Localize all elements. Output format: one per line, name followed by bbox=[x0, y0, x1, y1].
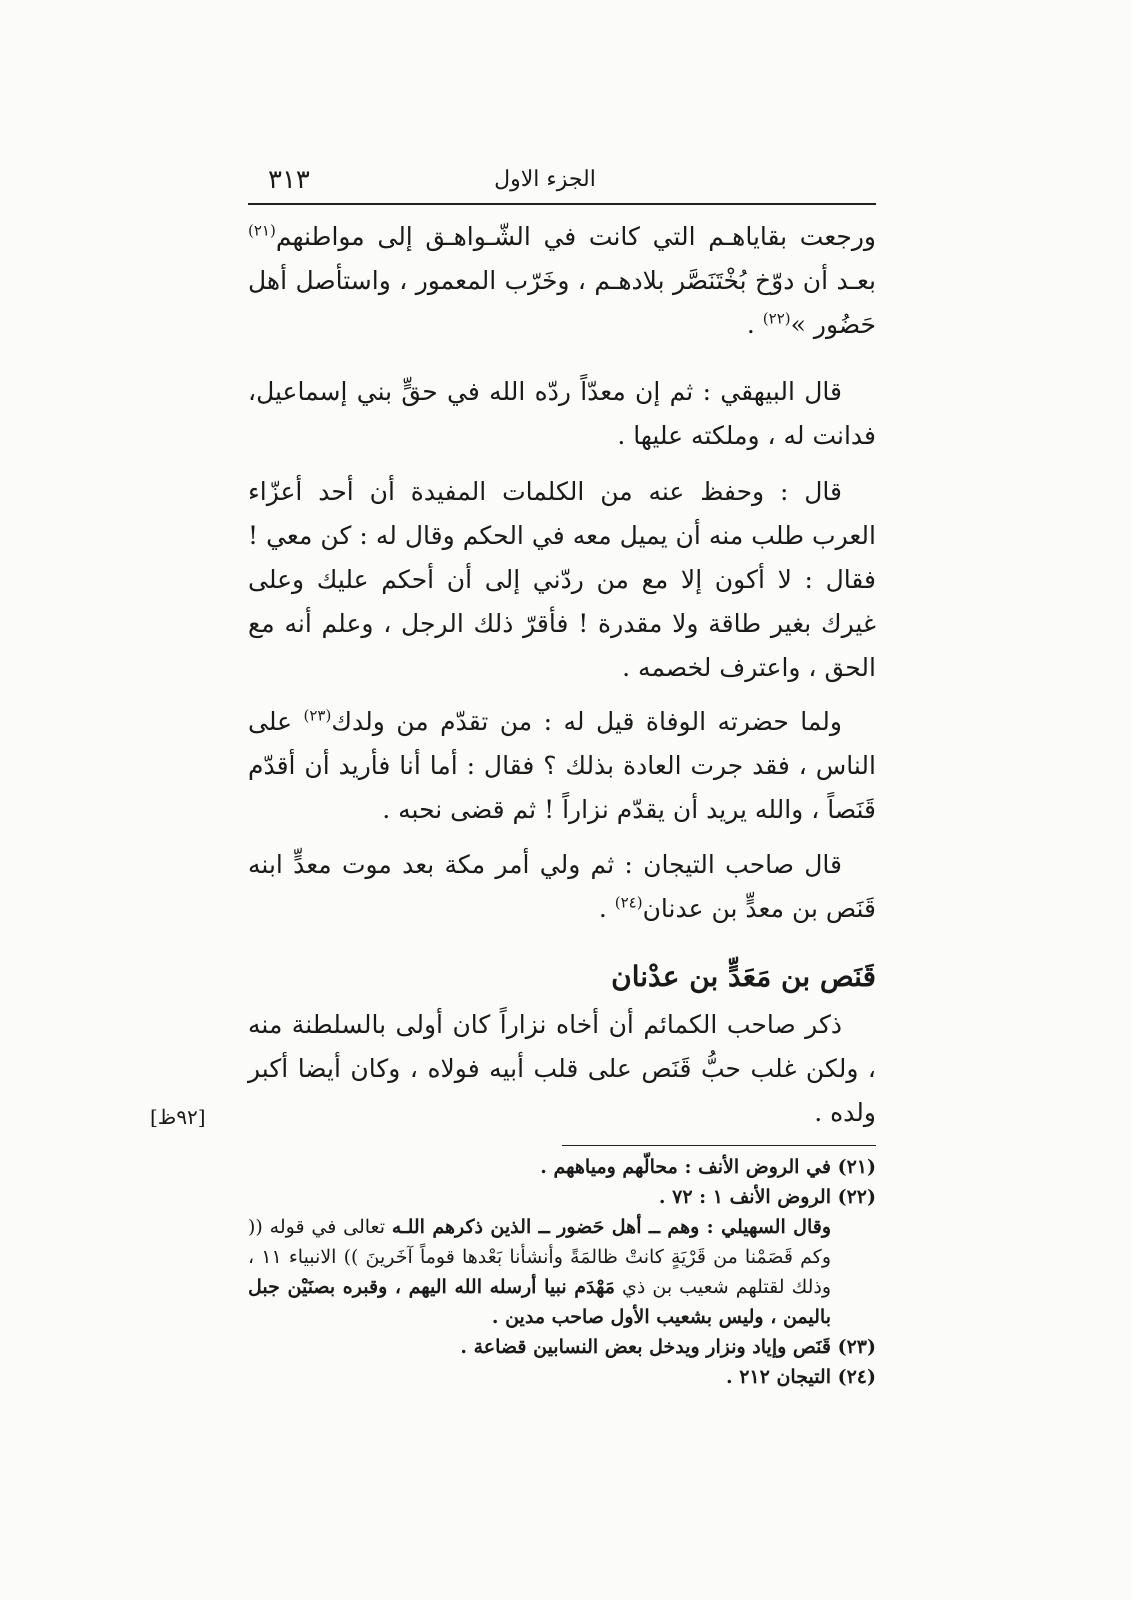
paragraph-5-text-a: قال صاحب التيجان : ثم ولي أمر مكة بعد موت معدٍّ ابنه قَنَص بن معدٍّ بن عدنان bbox=[248, 850, 876, 923]
footnote-23 bbox=[248, 1332, 876, 1362]
paragraph-2: قال البيهقي : ثم إن معدّاً ردّه الله في حقٍّ بني إسماعيل، فدانت له ، وملكته عليها . bbox=[248, 377, 876, 450]
paragraph-1-line-1: ورجعت بقاياهـم التي كانت في الشّـواهـق إلى مواطنهم bbox=[275, 222, 876, 251]
paragraph-4-text-a: ولما حضرته الوفاة قيل له : من تقدّم من ولدك bbox=[331, 707, 842, 736]
footnote-22-line-3: مَهْدَم نبيا أرسله الله اليهم ، وقبره بصنَيْن جبل باليمن ، وليس بشعيب الأول صاحب مدين . bbox=[248, 1276, 831, 1328]
footnote-ref-24: (٢٤) bbox=[614, 893, 643, 912]
footnote-number: (٢٤) bbox=[837, 1366, 876, 1388]
footnote-text: في الروض الأنف : محالّهم ومياههم . bbox=[540, 1156, 831, 1178]
footnote-number: (٢١) bbox=[837, 1156, 876, 1178]
footnote-22 bbox=[248, 1182, 876, 1212]
section-paragraph: ذكر صاحب الكمائم أن أخاه نزاراً كان أولى بالسلطنة منه ، ولكن غلب حبُّ قَنَص على قلب أبيه فولاه ، وكان أيضا أكبر ولده . bbox=[248, 1010, 876, 1127]
page-number: ٣١٣ bbox=[268, 165, 310, 195]
paragraph-1-line-2: بعـد أن دوّخ بُخْتَنَصَّر بلادهـم ، وخَرّب المعمور ، bbox=[399, 266, 876, 295]
header-rule bbox=[248, 203, 876, 205]
footnote-22-continuation bbox=[248, 1212, 876, 1332]
paragraph-4 bbox=[248, 700, 876, 832]
paragraph-4-text-b: على الناس ، فقد جرت العادة بذلك ؟ فقال : أما أنا فأريد أن أقدّم قَنَصاً ، والله يريد أن يقدّم نزاراً ! ثم قضى نحبه . bbox=[248, 707, 876, 824]
paragraph-1-line-3: واستأصل أهل حَضُور » bbox=[248, 266, 876, 339]
margin-folio-note: [٩٢ظ] bbox=[150, 1105, 206, 1129]
footnote-text: التيجان ٢١٢ . bbox=[725, 1366, 831, 1388]
footnote-ref-22: (٢٢) bbox=[762, 309, 791, 328]
paragraph-3: قال : وحفظ عنه من الكلمات المفيدة أن أحد أعزّاء العرب طلب منه أن يميل معه في الحكم وقال له : كن معي ! فقال : لا أكون إلا مع من ردّني إلى أن أحكم عليك وعلى غيرك بغير طاقة ولا مقدرة ! فأقرّ ذلك الرجل ، وعلم أنه مع الحق ، واعترف لخصمه . bbox=[248, 477, 876, 682]
footnote-rule bbox=[562, 1145, 876, 1146]
footnote-ref-23: (٢٣) bbox=[303, 706, 332, 725]
paragraph-1: ورجعت بقاياهـم التي كانت في الشّـواهـق إلى مواطنهم$^{(٢١)}$ بعـد أن دوّخ بُخْتَنَصَّر بلادهـم ، وخَرّب المعمور ، واستأصل أهل حَضُور »$^{(٢٢)}$ . bbox=[248, 221, 876, 339]
footnote-text: الروض الأنف ١ : ٧٢ . bbox=[658, 1186, 831, 1208]
footnote-22-line-1: وقال السهيلي : وهم ــ أهل حَضور ــ الذين ذكرهم اللـه bbox=[391, 1216, 832, 1238]
footnote-22-line-2: تعالى في قوله (( وكم قَصَمْنا من قَرْيَةٍ كانتْ ظالمَةً وأنشأنا بَعْدها قوماً آخَرينَ )) الانبياء ١١ ، وذلك لقتلهم شعيب بن ذي bbox=[248, 1216, 832, 1298]
footnote-21 bbox=[248, 1152, 876, 1182]
footnote-ref-21: (٢١) bbox=[248, 221, 276, 240]
footnote-24 bbox=[248, 1362, 876, 1392]
running-header-title: الجزء الاول bbox=[494, 167, 596, 192]
paragraph-5 bbox=[248, 843, 876, 931]
footnote-number: (٢٣) bbox=[837, 1336, 876, 1358]
footnote-number: (٢٢) bbox=[837, 1186, 876, 1208]
footnotes bbox=[248, 1152, 876, 1392]
paragraph-5-text-b: . bbox=[598, 894, 615, 923]
footnote-text: قَنَص وإياد ونزار ويدخل بعض النسابين قضاعة . bbox=[460, 1336, 831, 1358]
section-heading: قَنَص بن مَعَدٍّ بن عدْنان bbox=[611, 960, 876, 993]
